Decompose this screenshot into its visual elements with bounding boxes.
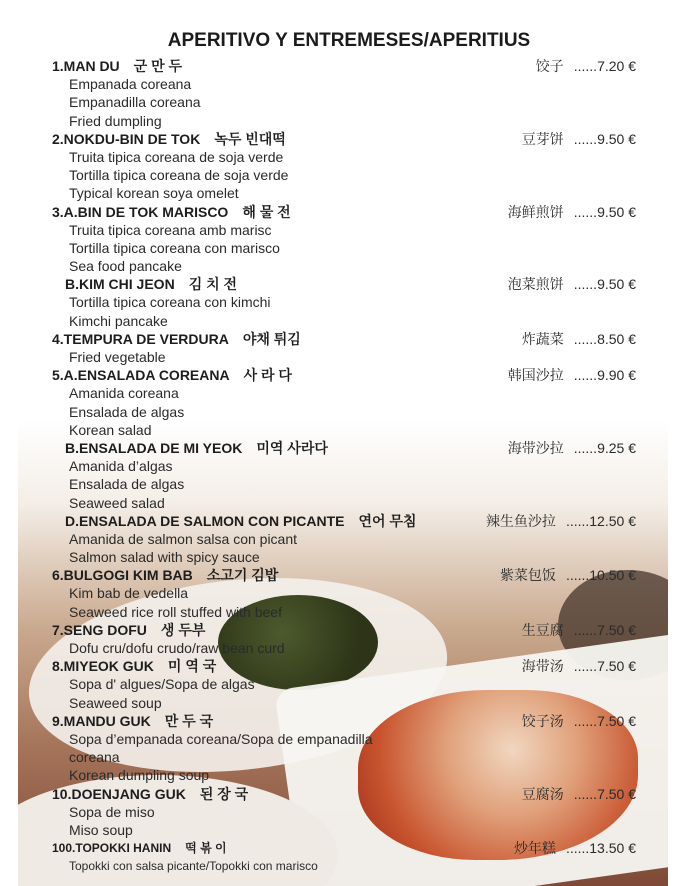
menu-item: [0, 621, 698, 639]
menu-item-price: ......13.50 €: [565, 840, 636, 857]
menu-item-korean: 만 두 국: [164, 712, 214, 729]
menu-item-description: Sopa d’empanada coreana/Sopa de empanadilla: [69, 730, 373, 747]
menu-item-korean: 미 역 국: [167, 658, 217, 675]
menu-item: [0, 785, 698, 803]
menu-item-korean: 해 물 전: [242, 203, 291, 220]
menu-item-name: B.ENSALADA DE MI YEOK 미역 사라다: [65, 439, 328, 456]
menu-item-price-block: [508, 203, 636, 221]
menu-item: [0, 512, 698, 530]
menu-item-description: Topokki con salsa picante/Topokki con marisco: [69, 859, 318, 874]
menu-item-price: ......12.50 €: [565, 512, 636, 529]
menu-item-chinese: 泡菜煎饼: [507, 276, 564, 293]
menu-item-price-block: [522, 621, 636, 639]
menu-item-description: Fried vegetable: [69, 349, 166, 365]
menu-item-chinese: 炸蔬菜: [521, 330, 564, 347]
menu-item-description: Seaweed salad: [69, 494, 165, 511]
menu-item-description: Truita tipica coreana amb marisc: [69, 221, 272, 238]
menu-item: [0, 657, 698, 675]
menu-item-price-block: [522, 785, 636, 803]
menu-item: [0, 839, 698, 857]
menu-item-price: ......7.50 €: [573, 712, 636, 729]
menu-item-price-block: [508, 366, 636, 384]
menu-item-name: 6.BULGOGI KIM BAB 소고기 김밥: [52, 567, 279, 584]
menu-item-korean: 김 치 전: [188, 276, 238, 293]
menu-item-price-block: [508, 275, 636, 293]
menu-item-chinese: 海带汤: [521, 658, 564, 675]
menu-item-chinese: 饺子: [535, 58, 564, 74]
menu-item-korean: 된 장 국: [199, 785, 249, 802]
menu-item-korean: 야채 튀김: [242, 330, 301, 347]
menu-item-price-block: [522, 130, 636, 148]
menu-item-name: D.ENSALADA DE SALMON CON PICANTE 연어 무침: [65, 512, 417, 529]
menu-item-name: 4.TEMPURA DE VERDURA 야채 튀김: [52, 330, 301, 347]
menu-item-name: 1.MAN DU 군 만 두: [52, 58, 183, 74]
menu-title: APERITIVO Y ENTREMESES/APERITIUS: [167, 30, 531, 51]
menu-item-price: ......9.50 €: [573, 203, 636, 220]
menu-item-price: ......7.50 €: [573, 785, 636, 802]
menu-item-chinese: 豆芽饼: [521, 130, 564, 147]
menu-item-name: 100.TOPOKKI HANIN 떡 볶 이: [52, 841, 227, 856]
menu-item-description: Ensalada de algas: [69, 403, 185, 420]
menu-item: [0, 566, 698, 584]
menu-item-chinese: 豆腐汤: [521, 785, 564, 802]
menu-item-chinese: 炒年糕: [513, 840, 556, 857]
menu-item-description: Amanida coreana: [69, 385, 179, 402]
menu-item-price: ......9.90 €: [573, 367, 636, 384]
menu-item: [0, 712, 698, 730]
menu-item-price: ......9.25 €: [573, 439, 636, 456]
menu-item-chinese: 辣生鱼沙拉: [485, 512, 556, 529]
menu-item-chinese: 海鲜煎饼: [507, 203, 564, 220]
menu-item-price-block: [522, 712, 636, 730]
menu-item-chinese: 饺子汤: [521, 712, 564, 729]
menu-item-name: 10.DOENJANG GUK 된 장 국: [52, 785, 249, 802]
menu-item: [0, 203, 698, 221]
menu-list: [0, 57, 698, 875]
menu-item-name: 8.MIYEOK GUK 미 역 국: [52, 658, 217, 675]
menu-item-price-block: [514, 839, 636, 857]
menu-item-description: Truita tipica coreana de soja verde: [69, 148, 284, 165]
menu-item-name: 2.NOKDU-BIN DE TOK 녹두 빈대떡: [52, 130, 286, 147]
menu-item-korean: 떡 볶 이: [185, 841, 227, 856]
menu-item-price-block: [522, 330, 636, 348]
menu-item-description: Amanida de salmon salsa con picant: [69, 530, 298, 547]
menu-item-description: Tortilla tipica coreana con marisco: [69, 239, 280, 256]
menu-item-korean: 생 두부: [160, 621, 206, 638]
menu-item-price-block: [536, 57, 636, 75]
menu-item-description: Sea food pancake: [69, 258, 182, 275]
menu-item-description: Amanida d’algas: [69, 458, 173, 475]
menu-item-name: 3.A.BIN DE TOK MARISCO 해 물 전: [52, 203, 291, 220]
menu-item-description: Empanadilla coreana: [69, 94, 201, 111]
menu-item-korean: 사 라 다: [243, 367, 292, 384]
menu-item-korean: 군 만 두: [133, 58, 183, 74]
menu-item-description: Korean salad: [69, 421, 152, 438]
menu-item-description: Ensalada de algas: [69, 476, 185, 493]
menu-item-price: ......7.50 €: [573, 621, 636, 638]
menu-item-description: Typical korean soya omelet: [69, 185, 239, 202]
menu-item-price-block: [508, 439, 636, 457]
menu-item-description: Tortilla tipica coreana de soja verde: [69, 167, 289, 184]
menu-item-description: Sopa de miso: [69, 803, 155, 820]
menu-item-description: Sopa d' algues/Sopa de algas: [69, 676, 255, 693]
menu-item-name: 7.SENG DOFU 생 두부: [52, 621, 206, 638]
menu-item: [0, 130, 698, 148]
menu-item-name: 9.MANDU GUK 만 두 국: [52, 712, 214, 729]
menu-item: [0, 439, 698, 457]
menu-item: [0, 330, 698, 348]
menu-item-description: Tortilla tipica coreana con kimchi: [69, 294, 271, 311]
menu-item-price-block: [522, 657, 636, 675]
menu-item: [0, 275, 698, 293]
menu-item-price: ......10.50 €: [565, 567, 636, 584]
menu-item-price: ......9.50 €: [573, 130, 636, 147]
menu-item-korean: 미역 사라다: [256, 439, 328, 456]
menu-item-korean: 연어 무침: [358, 512, 417, 529]
menu-item-price: ......8.50 €: [573, 330, 636, 347]
menu-item-description: Fried dumpling: [69, 112, 162, 129]
menu-item-price: ......9.50 €: [573, 276, 636, 293]
menu-item-price: ......7.50 €: [573, 658, 636, 675]
menu-item-price-block: [500, 566, 636, 584]
menu-item: [0, 57, 698, 75]
menu-item-korean: 녹두 빈대떡: [214, 130, 286, 147]
menu-item-price-block: [486, 512, 636, 530]
menu-item-chinese: 海带沙拉: [507, 439, 564, 456]
menu-item-name: 5.A.ENSALADA COREANA 사 라 다: [52, 367, 292, 384]
menu-item-korean: 소고기 김밥: [206, 567, 279, 584]
menu-item-name: B.KIM CHI JEON 김 치 전: [65, 276, 238, 293]
menu-item-description: Miso soup: [69, 821, 133, 838]
menu-item-description: Kimchi pancake: [69, 312, 168, 329]
menu-item-description: Salmon salad with spicy sauce: [69, 549, 260, 566]
menu-item-chinese: 紫菜包饭: [499, 567, 556, 584]
menu-item-chinese: 韩国沙拉: [507, 367, 564, 384]
menu-item-description: Kim bab de vedella: [69, 585, 189, 602]
menu-item-description: Seaweed rice roll stuffed with beef: [69, 603, 282, 620]
menu-item: [0, 366, 698, 384]
menu-item-description: Korean dumpling soup: [69, 767, 210, 784]
menu-item-price: ......7.20 €: [573, 58, 636, 74]
menu-item-description: Empanada coreana: [69, 76, 192, 93]
menu-item-description: Seaweed soup: [69, 694, 162, 711]
menu-item-chinese: 生豆腐: [521, 621, 564, 638]
menu-item-description: coreana: [69, 749, 120, 766]
menu-item-description: Dofu cru/dofu crudo/raw bean curd: [69, 640, 285, 656]
